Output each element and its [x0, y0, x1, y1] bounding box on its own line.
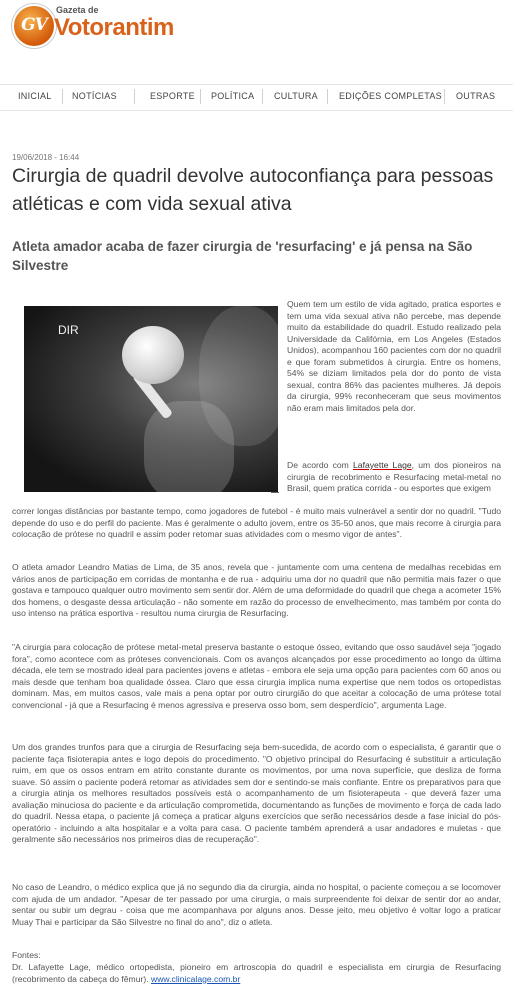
hip-xray-image: [24, 306, 278, 492]
logo-name: Votorantim: [54, 14, 174, 41]
nav-item-inicial[interactable]: INICIAL: [18, 91, 52, 101]
paragraph-lage-before: De acordo com: [287, 460, 354, 470]
nav-separator: [327, 89, 328, 104]
clinic-website-link[interactable]: www.clinicalage.com.br: [151, 973, 241, 984]
logo-badge-text: GV: [21, 15, 47, 35]
article-subtitle: Atleta amador acaba de fazer cirurgia de 'resurfacing' e já pensa na São Silvestre: [12, 239, 473, 273]
nav-item-cultura[interactable]: CULTURA: [274, 91, 318, 101]
logo-prefix: Gazeta de: [56, 5, 99, 15]
paragraph-quote-lage: "A cirurgia para colocação de prótese metal-metal preserva bastante o estoque ósseo, evitando que osso saudável seja "jogado fora", como acontece com as próteses convencionais. Com os avanços alcançados por esse procedimento ao longo da última década, ele tem se mostrado ideal para pacientes jovens e atletas - embora ele seja uma opção para pacientes com 60 anos ou mais desde que tenham boa qualidade óssea. Claro que essa cirurgia implica numa expertise que nem todos os ortopedistas dominam. Mas, em muitos casos, vale mais a pena optar por outro cirurgião do que aceitar a colocação de uma prótese total convencional - já que a Resurfacing é menos agressiva e preserva osso bom, sem desperdício", argumenta Lage.: [12, 642, 501, 710]
nav-item-noticias[interactable]: NOTÍCIAS: [72, 91, 117, 101]
article-title: Cirurgia de quadril devolve autoconfiança para pessoas atléticas e com vida sexual ativa: [12, 165, 494, 215]
nav-item-outras[interactable]: OUTRAS: [456, 91, 496, 101]
sources-description: Dr. Lafayette Lage, médico ortopedista, pioneiro em artroscopia do quadril e especialista em cirurgia de Resurfacing (recobrimento da cabeça do fêmur).: [12, 962, 501, 984]
nav-item-politica[interactable]: POLÍTICA: [211, 91, 255, 101]
nav-item-esporte[interactable]: ESPORTE: [150, 91, 195, 101]
lafayette-lage-name: Lafayette Lage: [353, 460, 412, 470]
image-dash: [271, 492, 279, 493]
paragraph-athlete: O atleta amador Leandro Matias de Lima, de 35 anos, revela que - juntamente com uma centena de medalhas recebidas em vários anos de participação em corridas de montanha e de rua - adquiriu uma dor no quadril que não permitia mais fazer o que gostava e tampouco qualquer outro movimento sem sentir dor. Além de uma deformidade do quadril que chega a acometer 15% dos homens, o desgaste dessa articulação - não somente em razão do processo de envelhecimento, mas também por conta do uso intenso na prática esportiva - resultou numa cirurgia de Resurfacing.: [12, 562, 501, 618]
nav-separator: [134, 89, 135, 104]
paragraph-intro: Quem tem um estilo de vida agitado, pratica esportes e tem uma vida sexual ativa não percebe, mas depende muito da estabilidade do quadril. Estudo realizado pela Universidade da Califórnia, em Los Angeles (Estados Unidos), acompanhou 160 pacientes com dor no quadril e que foram submetidos à cirurgia. Entre os homens, 54% se diziam limitados pela dor do ponto de vista sexual, contra 86% das pacientes mulheres. Já depois da cirurgia, 99% reconheceram que seus movimentos não eram mais limitados pela dor.: [287, 299, 501, 413]
nav-top-divider: [0, 84, 513, 85]
nav-bottom-divider: [0, 110, 513, 111]
sources-text: [12, 962, 501, 985]
paragraph-recovery: No caso de Leandro, o médico explica que já no segundo dia da cirurgia, ainda no hospital, o paciente começou a se locomover com ajuda de um andador. "Apesar de ter passado por uma cirurgia, o mais surpreendente foi deixar de sentir dor ao andar, sentar ou subir um degrau - coisa que me acompanhava por alguns anos. Desse jeito, meu objetivo é voltar logo a praticar Muay Thai e participar da São Silvestre no final do ano", diz o atleta.: [12, 882, 501, 927]
nav-separator: [444, 89, 445, 104]
article-date: 19/06/2018 - 16:44: [12, 153, 80, 162]
nav-separator: [200, 89, 201, 104]
paragraph-lage-intro: [287, 460, 501, 495]
site-logo[interactable]: [12, 2, 182, 46]
paragraph-lage-after: , um dos pioneiros na cirurgia de recobrimento e Resurfacing metal-metal no Brasil, quem pratica corrida - ou esportes que exigem: [287, 460, 501, 493]
logo-badge-icon: [12, 4, 56, 48]
paragraph-lage-cont: correr longas distâncias por bastante tempo, como jogadores de futebol - é muito mais vulnerável a sentir dor no quadril. "Tudo depende do uso e do perfil do paciente. Mas é geralmente o adulto jovem, entre os 35-50 anos, que mais recorre à cirurgia para colocação de prótese no quadril e assim poder retomar suas atividades com o mesmo vigor de antes".: [12, 506, 501, 539]
sources-label: Fontes:: [12, 950, 41, 960]
nav-separator: [62, 89, 63, 104]
nav-item-edicoes[interactable]: EDIÇÕES COMPLETAS: [339, 91, 442, 101]
nav-separator: [262, 89, 263, 104]
xray-prosthesis-cap: [122, 326, 184, 384]
xray-label: DIR: [58, 323, 79, 337]
xray-femur-shape: [144, 401, 234, 492]
paragraph-physio: Um dos grandes trunfos para que a cirurgia de Resurfacing seja bem-sucedida, de acordo com o especialista, é garantir que o paciente faça fisioterapia antes e logo depois do procedimento. "O objetivo principal do Resurfacing é substituir a articulação ruim, em que os ossos entram em atrito constante durante os movimentos, por uma nova superfície, que desliza de forma suave. Só assim o paciente poderá retomar as atividades sem dor e sentindo-se mais confiante. Entre os preparativos para que a cirurgia atinja os melhores resultados possíveis está o acompanhamento de um fisioterapeuta - que deverá fazer uma avaliação minuciosa do paciente e da articulação comprometida, documentando as funções de movimento e força de cada lado do quadril. Nessa etapa, o paciente já começa a praticar alguns exercícios que serão necessários desde a fase inicial do pós-operatório - incluindo a alta hospitalar e a volta para casa. O paciente também aprenderá a usar andadores e muletas - que geralmente são necessários nos primeiros dias de recuperação".: [12, 742, 501, 844]
